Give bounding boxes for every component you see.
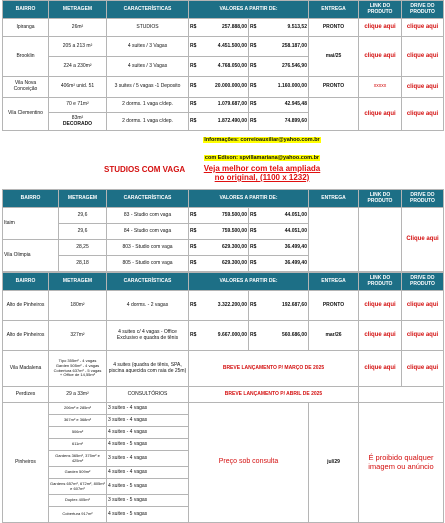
header-valores: VALORES A PARTIR DE: — [189, 273, 309, 291]
header-link: LINK DO PRODUTO — [359, 1, 402, 19]
currency-label: R$ — [189, 321, 203, 351]
carac-cell: 83 - Studio com vaga — [107, 208, 189, 224]
price-value-2: 1.160.000,00 — [263, 77, 309, 98]
currency-label: R$ — [249, 19, 263, 37]
table-row — [3, 98, 444, 113]
metragem-cell: Garden 509m² — [49, 467, 107, 479]
carac-cell: 803 - Studio com vaga — [107, 240, 189, 256]
carac-cell: 4 suites / 3 Vagas — [107, 57, 189, 77]
currency-label: R$ — [249, 57, 263, 77]
metragem-cell: 29,6 — [59, 224, 107, 240]
info-line-1: Informações: correioauxiliar@yahoo.com.br — [204, 137, 320, 143]
currency-label: R$ — [189, 256, 203, 272]
metragem-line: Garden 505m² - 4 vagas — [55, 362, 100, 368]
bairro-cell: Vila Olimpia — [3, 240, 59, 272]
currency-label: R$ — [249, 291, 263, 321]
carac-cell: 4 suites c/ 4 vagas - Office Exclusivo e quadra de tênis — [107, 321, 189, 351]
proibido-notice: É proibido qualquer imagem ou anúncio — [359, 403, 444, 523]
launches-table — [2, 272, 444, 523]
carac-cell: 4 suites - 4 vagas — [107, 427, 189, 439]
metragem-cell: 406m² unid. 51 — [49, 77, 107, 98]
bairro-cell: Vila Nova Conceição — [3, 77, 49, 98]
currency-label: R$ — [189, 240, 203, 256]
currency-label: R$ — [249, 321, 263, 351]
metragem-cell: Gardens 657m², 672m², 805m² e 607m² — [49, 479, 107, 495]
carac-cell: 3 suites - 4 vagas — [107, 403, 189, 415]
price-value-2: 560.686,00 — [263, 321, 309, 351]
price-value-2: 42.945,48 — [263, 98, 309, 113]
price-value-2: 36.499,40 — [263, 240, 309, 256]
table-row — [3, 387, 444, 403]
carac-cell: 3 suites - 5 vagas — [107, 495, 189, 507]
carac-cell: 2 dorms. 1 vaga c/dep. — [107, 113, 189, 131]
link-clique-aqui[interactable]: clique aqui — [359, 321, 402, 351]
header-valores: VALORES A PARTIR DE: — [189, 1, 309, 19]
price-value-2: 36.499,40 — [263, 256, 309, 272]
properties-table-main — [2, 0, 444, 131]
preco-sob-consulta: Preço sob consulta — [189, 403, 309, 523]
metragem-cell: 180m² — [49, 291, 107, 321]
metragem-cell: 28,18 — [59, 256, 107, 272]
currency-label: R$ — [249, 77, 263, 98]
price-value: 1.079.687,00 — [203, 98, 249, 113]
price-value-2: 74.899,60 — [263, 113, 309, 131]
studios-table — [2, 189, 444, 272]
info-line-2: com Edison: spvillamariana@yahoo.com.br — [204, 155, 320, 161]
header-drive: DRIVE DO PRODUTO — [402, 190, 444, 208]
price-value-2: 276.546,90 — [263, 57, 309, 77]
bairro-cell: Brooklin — [3, 37, 49, 77]
carac-cell: 4 dorms. - 2 vagas — [107, 291, 189, 321]
header-entrega: ENTREGA — [309, 273, 359, 291]
header-caracteristicas: CARACTERÍSTICAS — [107, 190, 189, 208]
decorado-note: DECORADO — [62, 120, 93, 127]
contact-info-box — [188, 128, 336, 182]
metragem-cell: 611m² — [49, 439, 107, 451]
bairro-cell: Vila Clementino — [3, 98, 49, 131]
price-value-2: 192.687,60 — [263, 291, 309, 321]
price-value-2: 44.051,00 — [263, 208, 309, 224]
entrega-cell: PRONTO — [309, 19, 359, 37]
currency-label: R$ — [249, 256, 263, 272]
carac-cell: CONSULTÓRIOS — [107, 387, 189, 403]
metragem-cell: 506m² — [49, 427, 107, 439]
entrega-cell: PRONTO — [309, 77, 359, 98]
carac-cell: 4 suites - 5 vagas — [107, 439, 189, 451]
bairro-cell: Alto de Pinheiros — [3, 291, 49, 321]
entrega-cell: jul/29 — [309, 403, 359, 523]
header-link: LINK DO PRODUTO — [359, 273, 402, 291]
header-entrega: ENTREGA — [309, 190, 359, 208]
link-clique-aqui[interactable]: clique aqui — [359, 291, 402, 321]
bairro-cell: Pinheiros — [3, 403, 49, 523]
currency-label: R$ — [189, 224, 203, 240]
bairro-cell: Vila Madalena — [3, 351, 49, 387]
carac-cell: 2 dorms. 1 vaga c/dep. — [107, 98, 189, 113]
currency-label: R$ — [189, 19, 203, 37]
header-drive: DRIVE DO PRODUTO — [402, 1, 444, 19]
metragem-line: Cobertura 637m² - 5 vagas — [53, 367, 102, 373]
metragem-cell — [49, 113, 107, 131]
table-row — [3, 351, 444, 387]
carac-cell: 3 suites - 4 vagas — [107, 451, 189, 467]
table-row — [3, 37, 444, 57]
currency-label: R$ — [189, 291, 203, 321]
price-value: 257.888,00 — [203, 19, 249, 37]
section-title-studios: STUDIOS COM VAGA — [104, 165, 186, 174]
price-value: 20.000.000,00 — [203, 77, 249, 98]
drive-clique-aqui[interactable]: clique aqui — [402, 291, 444, 321]
table-row — [3, 321, 444, 351]
metragem-cell: 29,6 — [59, 208, 107, 224]
drive-clique-aqui[interactable]: clique aqui — [402, 98, 444, 131]
header-metragem: METRAGEM — [49, 1, 107, 19]
drive-clique-aqui[interactable]: clique aqui — [402, 321, 444, 351]
header-bairro: BAIRRO — [3, 273, 49, 291]
currency-label: R$ — [189, 37, 203, 57]
price-value-2: 258.187,00 — [263, 37, 309, 57]
carac-cell: 4 suites - 5 vagas — [107, 479, 189, 495]
bairro-cell: Perdizes — [3, 387, 49, 403]
metragem-cell: 70 e 71m² — [49, 98, 107, 113]
carac-cell: STUDIOS — [107, 19, 189, 37]
currency-label: R$ — [249, 240, 263, 256]
table-row — [3, 77, 444, 98]
drive-clique-aqui[interactable]: clique aqui — [402, 19, 444, 37]
currency-label: R$ — [249, 224, 263, 240]
link-clique-aqui[interactable]: clique aqui — [359, 98, 402, 131]
currency-label: R$ — [189, 98, 203, 113]
carac-cell: 4 suites (quadra de tênis, SPA, piscina aquecida com raia de 25m) — [107, 351, 189, 387]
header-bairro: BAIRRO — [3, 1, 49, 19]
carac-cell: 3 suites - 4 vagas — [107, 415, 189, 427]
currency-label: R$ — [189, 113, 203, 131]
entrega-cell: PRONTO — [309, 291, 359, 321]
metragem-cell: 26m² — [49, 19, 107, 37]
link-cell — [359, 387, 444, 403]
price-value: 629.300,00 — [203, 240, 249, 256]
table-row — [3, 19, 444, 37]
metragem-cell: Duplex 405m² — [49, 495, 107, 507]
price-value: 759.500,00 — [203, 208, 249, 224]
link-clique-aqui[interactable]: clique aqui — [359, 19, 402, 37]
info-line-3: Veja melhor com tela ampliada — [203, 164, 321, 173]
header-caracteristicas: CARACTERÍSTICAS — [107, 1, 189, 19]
entrega-cell: mar/26 — [309, 321, 359, 351]
price-value: 629.300,00 — [203, 256, 249, 272]
header-drive: DRIVE DO PRODUTO — [402, 273, 444, 291]
carac-cell: 84 - Studio com vaga — [107, 224, 189, 240]
header-entrega: ENTREGA — [309, 1, 359, 19]
breve-lancamento: BREVE LANÇAMENTO P/ MARÇO DE 2025 — [189, 351, 359, 387]
carac-cell: 4 suites - 5 vagas — [107, 507, 189, 523]
carac-cell: 4 suites / 3 Vagas — [107, 37, 189, 57]
price-value: 3.322.200,00 — [203, 291, 249, 321]
metragem-line: + Office de 14,55m² — [59, 372, 96, 378]
price-value: 4.768.050,00 — [203, 57, 249, 77]
table-row — [3, 403, 444, 415]
link-xxxxx[interactable]: xxxxx — [359, 77, 402, 98]
entrega-cell — [309, 98, 359, 131]
metragem-cell: 206m² e 285m² — [49, 403, 107, 415]
link-clique-aqui[interactable]: clique aqui — [359, 37, 402, 77]
drive-clique-aqui[interactable]: clique aqui — [402, 37, 444, 77]
metragem-cell: Gardens 365m², 375m² e 425m² — [49, 451, 107, 467]
currency-label: R$ — [249, 37, 263, 57]
header-bairro: BAIRRO — [3, 190, 59, 208]
bairro-cell: Alto de Pinheiros — [3, 321, 49, 351]
header-valores: VALORES A PARTIR DE: — [189, 190, 309, 208]
drive-clique-aqui[interactable]: Clique aqui — [402, 208, 444, 272]
currency-label: R$ — [249, 208, 263, 224]
metragem-cell: 28,25 — [59, 240, 107, 256]
header-caracteristicas: CARACTERÍSTICAS — [107, 273, 189, 291]
header-metragem: METRAGEM — [49, 273, 107, 291]
metragem-cell: Cobertura 917m² — [49, 507, 107, 523]
carac-cell: 4 suites - 4 vagas — [107, 467, 189, 479]
metragem-value: 83m² — [71, 114, 84, 121]
currency-label: R$ — [249, 113, 263, 131]
metragem-cell: 205 a 213 m² — [49, 37, 107, 57]
header-metragem: METRAGEM — [59, 190, 107, 208]
price-value: 759.500,00 — [203, 224, 249, 240]
entrega-cell: mai/25 — [309, 37, 359, 77]
price-value-2: 9.513,52 — [263, 19, 309, 37]
metragem-cell — [49, 351, 107, 387]
drive-clique-aqui[interactable]: clique aqui — [402, 77, 444, 98]
metragem-cell: 29 a 33m² — [49, 387, 107, 403]
table-row — [3, 291, 444, 321]
currency-label: R$ — [189, 208, 203, 224]
header-link: LINK DO PRODUTO — [359, 190, 402, 208]
bairro-cell: Ipiranga — [3, 19, 49, 37]
link-clique-aqui[interactable]: clique aqui — [359, 351, 402, 387]
carac-cell: 805 - Studio com vaga — [107, 256, 189, 272]
metragem-line: Tipo 355m² - 4 vagas — [58, 358, 97, 364]
bairro-cell: Itaim — [3, 208, 59, 240]
carac-cell: 3 suites / 5 vagas -1 Deposito — [107, 77, 189, 98]
currency-label: R$ — [189, 57, 203, 77]
link-cell — [359, 208, 402, 272]
currency-label: R$ — [189, 77, 203, 98]
price-value: 9.667.000,00 — [203, 321, 249, 351]
table-row — [3, 208, 444, 224]
price-value: 1.872.490,00 — [203, 113, 249, 131]
metragem-cell: 327m² — [49, 321, 107, 351]
currency-label: R$ — [249, 98, 263, 113]
info-line-4: no original, (1100 x 1232) — [214, 173, 310, 182]
drive-clique-aqui[interactable]: clique aqui — [402, 351, 444, 387]
entrega-cell — [309, 208, 359, 272]
metragem-cell: 367m² e 368m² — [49, 415, 107, 427]
price-value-2: 44.051,00 — [263, 224, 309, 240]
breve-lancamento: BREVE LANÇAMENTO P/ ABRIL DE 2025 — [189, 387, 359, 403]
metragem-cell: 224 a 230m² — [49, 57, 107, 77]
price-value: 4.451.500,00 — [203, 37, 249, 57]
